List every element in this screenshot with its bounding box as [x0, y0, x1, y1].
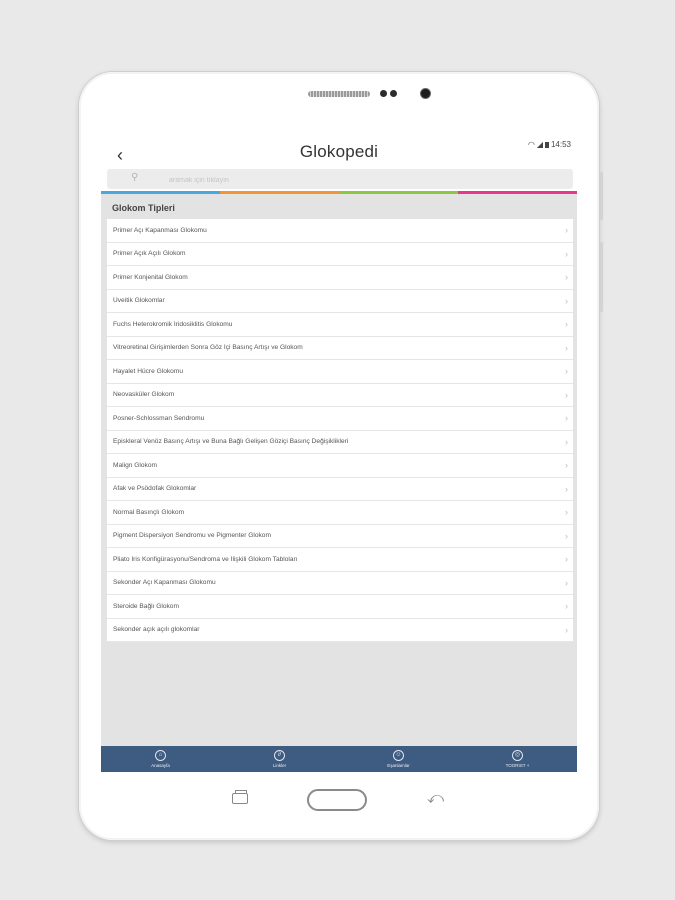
tab-home[interactable]	[101, 746, 220, 772]
list-item-label: Pliato İris Konfigürasyonu/Sendroma ve İlişkili Glokom Tabloları	[113, 555, 298, 563]
home-icon: ⌂	[155, 750, 166, 761]
wifi-icon: ◠	[527, 140, 535, 149]
chevron-right-icon: ›	[565, 436, 568, 447]
back-arrow-icon[interactable]: ‹	[117, 145, 123, 165]
back-nav-icon[interactable]: ⤺	[427, 790, 445, 807]
list-item-label: Pigment Dispersiyon Sendromu ve Pigmenter Glokom	[113, 532, 271, 540]
list-item-label: Hayalet Hücre Glokomu	[113, 367, 183, 375]
recent-apps-icon[interactable]	[232, 793, 248, 804]
chevron-right-icon: ›	[565, 577, 568, 588]
chevron-right-icon: ›	[565, 460, 568, 471]
list-item[interactable]	[107, 619, 573, 643]
list-item[interactable]	[107, 384, 573, 408]
search-icon: ⚲	[131, 172, 139, 183]
search-input[interactable]	[167, 172, 551, 188]
list-item-label: Primer Açı Kapanması Glokomu	[113, 226, 207, 234]
list-item-label: Sekonder Açı Kapanması Glokomu	[113, 579, 216, 587]
tab-brand[interactable]	[458, 746, 577, 772]
list-item[interactable]	[107, 290, 573, 314]
front-camera	[421, 89, 430, 98]
home-button[interactable]	[307, 789, 367, 811]
link-icon: ∂	[274, 750, 285, 761]
glaucoma-type-list	[107, 219, 573, 642]
battery-icon	[545, 142, 549, 148]
chevron-right-icon: ›	[565, 342, 568, 353]
chevron-right-icon: ›	[565, 530, 568, 541]
chevron-right-icon: ›	[565, 248, 568, 259]
search-bar[interactable]	[107, 169, 573, 189]
list-item[interactable]	[107, 548, 573, 572]
list-item-label: Normal Basınçlı Glokom	[113, 508, 185, 516]
chevron-right-icon: ›	[565, 554, 568, 565]
chevron-right-icon: ›	[565, 272, 568, 283]
app-header	[101, 136, 577, 194]
list-item[interactable]	[107, 478, 573, 502]
chevron-right-icon: ›	[565, 601, 568, 612]
brand-icon: ◎	[512, 750, 523, 761]
list-item[interactable]	[107, 572, 573, 596]
list-item-label: Fuchs Heterokromik İridosiklitis Glokomu	[113, 320, 233, 328]
app-title: Glokopedi	[299, 142, 379, 161]
chevron-right-icon: ›	[565, 366, 568, 377]
list-item-label: Neovasküler Glokom	[113, 391, 175, 399]
chevron-right-icon: ›	[565, 483, 568, 494]
list-item[interactable]	[107, 243, 573, 267]
list-item[interactable]	[107, 525, 573, 549]
list-item-label: Malign Glokom	[113, 461, 157, 469]
list-item-label: Primer Açık Açılı Glokom	[113, 250, 186, 258]
accent-segment	[339, 191, 458, 194]
tab-label: Eşanlamlar	[387, 763, 410, 768]
tab-label: TOORIST +	[505, 763, 530, 768]
list-item[interactable]	[107, 313, 573, 337]
section-title: Glokom Tipleri	[112, 203, 175, 213]
chevron-right-icon: ›	[565, 319, 568, 330]
chevron-right-icon: ›	[565, 295, 568, 306]
sensor-dot	[380, 90, 387, 97]
speaker-grille	[308, 91, 370, 97]
list-item-label: Afak ve Psödofak Glokomlar	[113, 485, 197, 493]
tab-user[interactable]	[339, 746, 458, 772]
chevron-right-icon: ›	[565, 225, 568, 236]
tab-label: Linkler	[272, 763, 287, 768]
list-item-label: Episkleral Venöz Basınç Artışı ve Buna Bağlı Gelişen Göziçi Basınç Değişiklikleri	[113, 438, 349, 446]
list-item[interactable]	[107, 501, 573, 525]
status-bar	[528, 140, 571, 149]
chevron-right-icon: ›	[565, 507, 568, 518]
user-icon: ☺	[393, 750, 404, 761]
list-item-label: Steroide Bağlı Glokom	[113, 602, 179, 610]
list-item[interactable]	[107, 595, 573, 619]
volume-button[interactable]	[600, 172, 603, 220]
tab-label: Anasayfa	[151, 763, 170, 768]
accent-segment	[458, 191, 577, 194]
power-button[interactable]	[600, 242, 603, 312]
list-item-label: Primer Konjenital Glokom	[113, 273, 188, 281]
list-item-label: Üveitik Glokomlar	[113, 297, 165, 305]
list-item[interactable]	[107, 407, 573, 431]
list-item-label: Sekonder açık açılı glokomlar	[113, 626, 200, 634]
list-item-label: Vitreoretinal Girişimlerden Sonra Göz İçi Basınç Artışı ve Glokom	[113, 344, 303, 352]
list-item-label: Posner-Schlossman Sendromu	[113, 414, 205, 422]
accent-segment	[220, 191, 339, 194]
accent-segment	[101, 191, 220, 194]
app-screen	[101, 136, 577, 772]
chevron-right-icon: ›	[565, 413, 568, 424]
bottom-tab-bar	[101, 746, 577, 772]
status-time: 14:53	[550, 140, 571, 149]
accent-color-bar	[101, 191, 577, 194]
chevron-right-icon: ›	[565, 389, 568, 400]
list-item[interactable]	[107, 454, 573, 478]
list-item[interactable]	[107, 360, 573, 384]
list-item[interactable]	[107, 219, 573, 243]
sensor-dot	[390, 90, 397, 97]
list-item[interactable]	[107, 431, 573, 455]
list-item[interactable]	[107, 337, 573, 361]
tablet-device	[79, 72, 599, 840]
tab-link[interactable]	[220, 746, 339, 772]
signal-icon: ◢	[536, 140, 543, 149]
chevron-right-icon: ›	[565, 624, 568, 635]
list-item[interactable]	[107, 266, 573, 290]
